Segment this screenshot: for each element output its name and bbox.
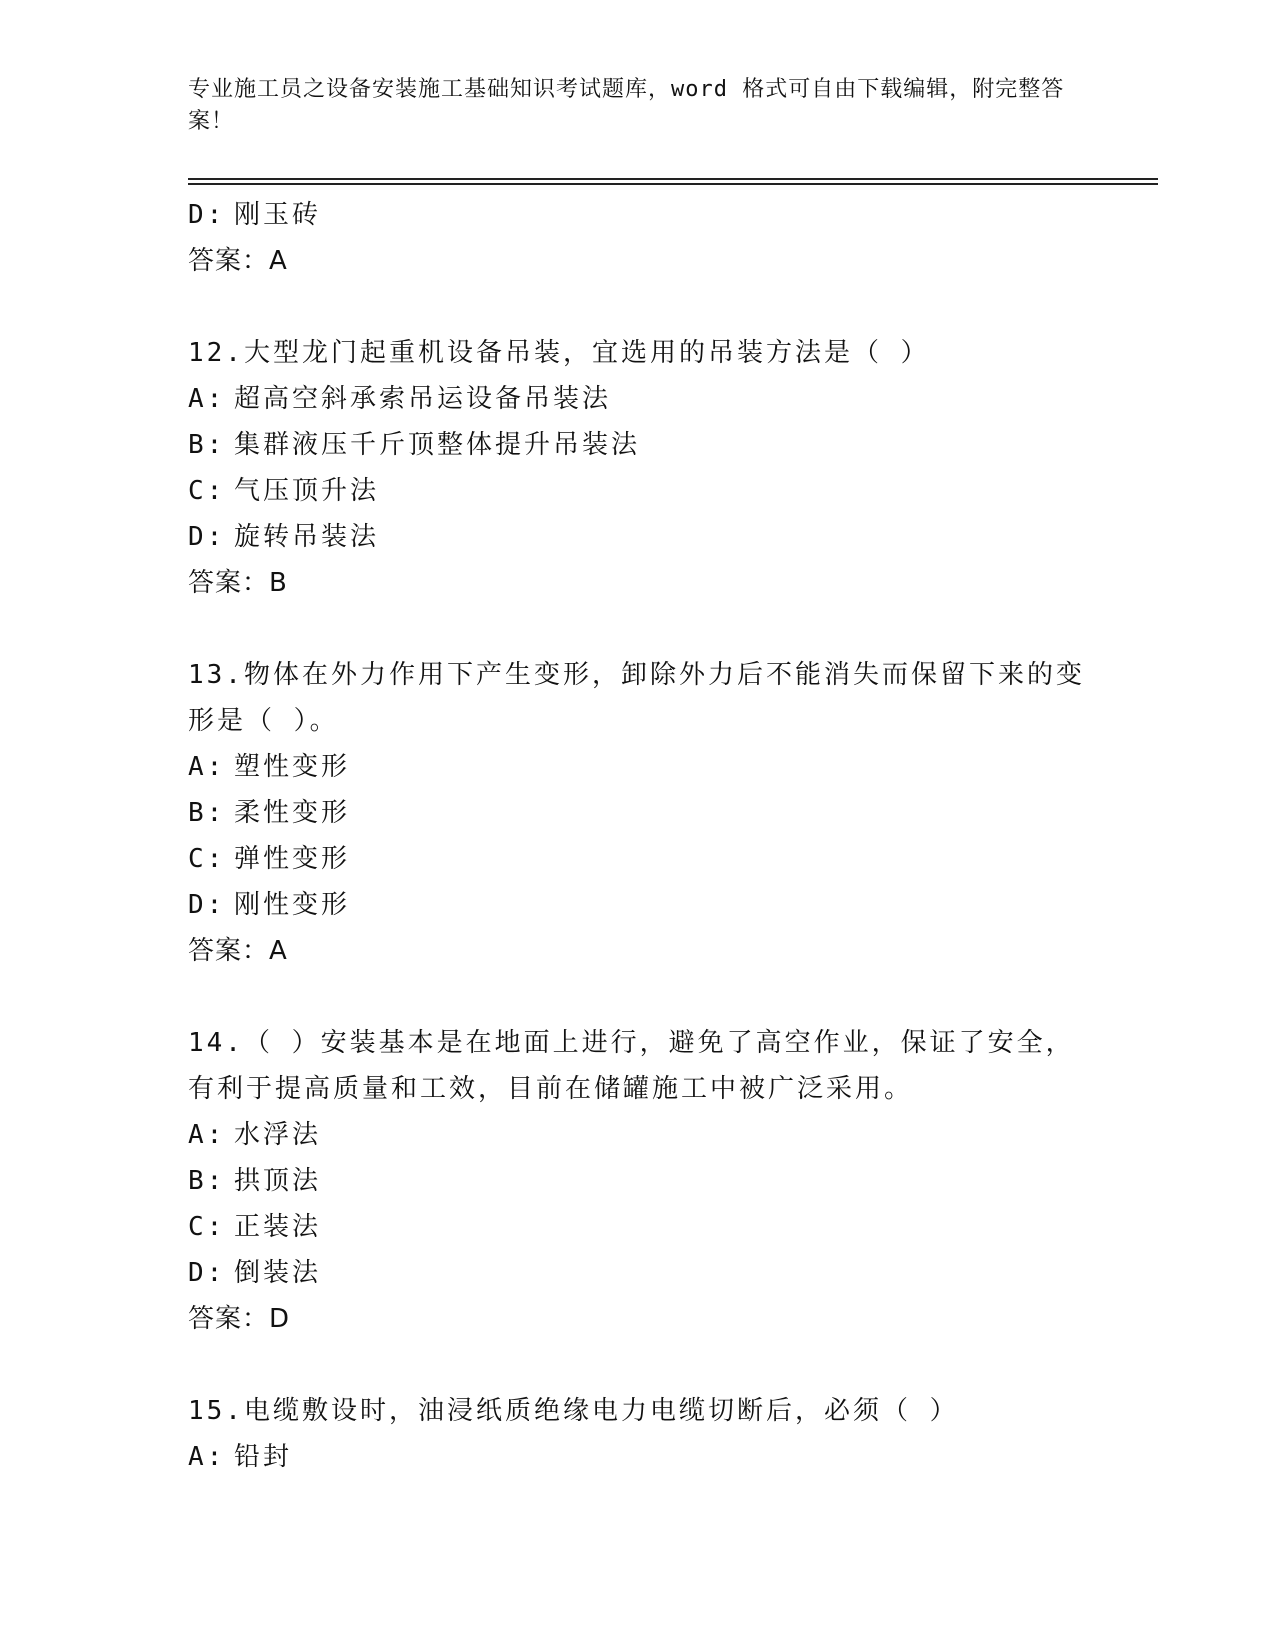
option-a: A: 铅封 xyxy=(188,1442,293,1472)
option-d: D: 倒装法 xyxy=(188,1258,322,1288)
option-a: A: 水浮法 xyxy=(188,1120,322,1150)
question-stem-line-2: 有利于提高质量和工效，目前在储罐施工中被广泛采用。 xyxy=(188,1074,914,1104)
question-stem-line-2: 形是（ ）。 xyxy=(188,706,339,736)
document-header: 专业施工员之设备安装施工基础知识考试题库，word 格式可自由下载编辑，附完整答案！ xyxy=(188,77,1065,134)
question-stem: 12.大型龙门起重机设备吊装，宜选用的吊装方法是（ ） xyxy=(188,338,930,368)
question-15 xyxy=(188,1388,1088,1480)
question-list xyxy=(188,192,1088,1480)
answer-line: 答案：B xyxy=(188,568,288,598)
answer-line: 答案：A xyxy=(188,936,288,966)
question-stem-line-1: 14.（ ）安装基本是在地面上进行，避免了高空作业，保证了安全， xyxy=(188,1028,1075,1058)
option-d: D: 旋转吊装法 xyxy=(188,522,380,552)
option-d: D: 刚玉砖 xyxy=(188,200,322,230)
header-divider-top xyxy=(188,178,1158,180)
option-b: B: 柔性变形 xyxy=(188,798,351,828)
answer-line: 答案：A xyxy=(188,246,288,276)
question-stem: 15.电缆敷设时，油浸纸质绝缘电力电缆切断后，必须（ ） xyxy=(188,1396,959,1426)
question-12 xyxy=(188,330,1088,606)
option-c: C: 弹性变形 xyxy=(188,844,351,874)
question-stem-line-1: 13.物体在外力作用下产生变形，卸除外力后不能消失而保留下来的变 xyxy=(188,660,1085,690)
question-14 xyxy=(188,1020,1088,1342)
answer-line: 答案：D xyxy=(188,1304,291,1334)
question-13 xyxy=(188,652,1088,974)
option-a: A: 超高空斜承索吊运设备吊装法 xyxy=(188,384,612,414)
option-b: B: 拱顶法 xyxy=(188,1166,322,1196)
header-divider-bottom xyxy=(188,183,1158,185)
option-d: D: 刚性变形 xyxy=(188,890,351,920)
option-c: C: 正装法 xyxy=(188,1212,322,1242)
option-b: B: 集群液压千斤顶整体提升吊装法 xyxy=(188,430,641,460)
option-a: A: 塑性变形 xyxy=(188,752,351,782)
option-c: C: 气压顶升法 xyxy=(188,476,380,506)
